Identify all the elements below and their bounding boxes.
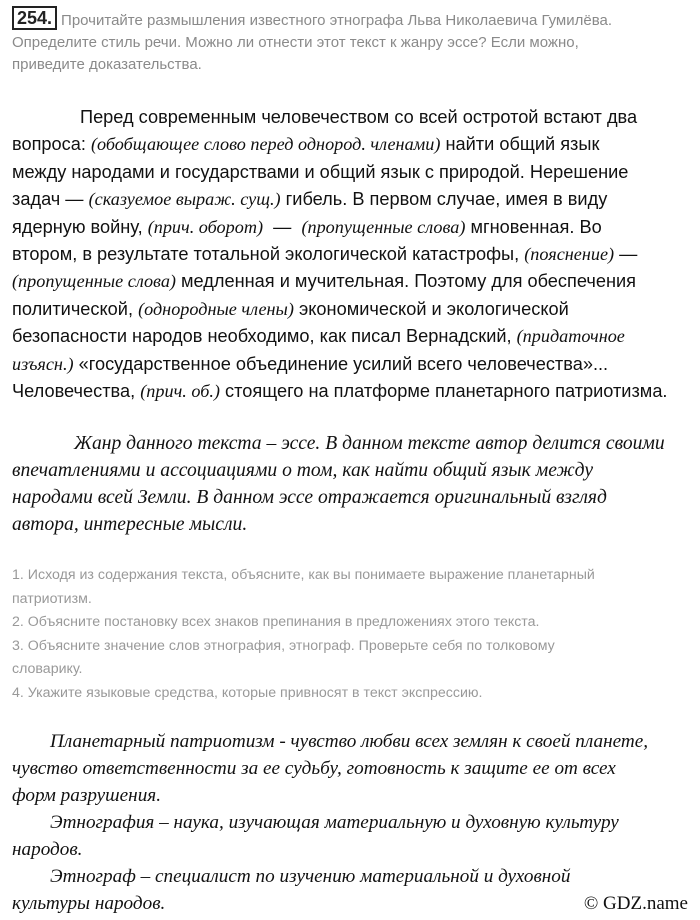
question-line: словарику. (12, 661, 83, 677)
grammar-note: (пояснение) (524, 244, 615, 265)
answer-line: Этнограф – специалист по изучению материальной и духовной (50, 866, 571, 887)
grammar-note: изъясн.) (12, 353, 74, 374)
question-line: патриотизм. (12, 590, 92, 607)
answer-line: Этнография – наука, изучающая материальную и духовную культуру (50, 812, 619, 833)
task-header (12, 6, 692, 76)
main-text-line: изъясн.) «государственное объединение усилий всего человечества»... (12, 353, 609, 374)
grammar-note: (прич. оборот) (147, 216, 264, 237)
main-text-line: задач — (сказуемое выраж. сущ.) гибель. В первом случае, имея в виду (12, 189, 608, 210)
grammar-note: (прич. об.) (140, 381, 220, 402)
main-text (12, 104, 692, 405)
questions-list (12, 564, 692, 705)
task-instruction-line: Прочитайте размышления известного этнографа Льва Николаевича Гумилёва. (61, 12, 613, 29)
main-text-line: (пропущенные слова) медленная и мучительная. Поэтому для обеспечения (12, 271, 637, 292)
main-text-line: Человечества, (прич. об.) стоящего на платформе планетарного патриотизма. (12, 381, 668, 402)
genre-line: впечатлениями и ассоциациями о том, как найти общий язык между (12, 460, 594, 481)
main-text-line: между народами и государствами и общий язык с природой. Нерешение (12, 161, 629, 182)
main-text-line: политической, (однородные члены) экономической и экологической (12, 298, 569, 319)
answer-line: чувство ответственности за ее судьбу, готовность к защите ее от всех (12, 758, 616, 779)
grammar-note: (придаточное (516, 326, 625, 347)
answer-line: форм разрушения. (12, 785, 162, 806)
question-line: 2. Объясните постановку всех знаков препинания в предложениях этого текста. (12, 614, 540, 630)
task-instruction-line: приведите доказательства. (12, 56, 202, 73)
grammar-note: (сказуемое выраж. сущ.) (88, 189, 281, 210)
genre-analysis (12, 430, 700, 538)
grammar-note: (обобщающее слово перед однород. членами) (90, 134, 441, 155)
genre-line: народами всей Земли. В данном эссе отражается оригинальный взгляд (12, 487, 607, 508)
task-instruction-line: Определите стиль речи. Можно ли отнести этот текст к жанру эссе? Если можно, (12, 34, 579, 51)
task-number: 254. (12, 6, 57, 30)
answer-line: культуры народов. (12, 893, 166, 914)
answers (12, 728, 700, 917)
main-text-line: вопроса: (обобщающее слово перед однород. членами) найти общий язык (12, 134, 600, 155)
genre-line: Жанр данного текста – эссе. В данном тексте автор делится своими (74, 433, 665, 454)
genre-line: автора, интересные мысли. (12, 514, 248, 535)
question-line: 3. Объясните значение слов этнография, этнограф. Проверьте себя по толковому (12, 637, 555, 654)
watermark: © GDZ.name (583, 893, 688, 914)
main-text-line: безопасности народов необходимо, как писал Вернадский, (придаточное (12, 326, 625, 347)
question-line: 1. Исходя из содержания текста, объясните, как вы понимаете выражение планетарный (12, 567, 595, 583)
answer-line: Планетарный патриотизм - чувство любви всех землян к своей планете, (50, 731, 649, 752)
main-text-line: Перед современным человечеством со всей остротой встают два (80, 107, 638, 127)
answer-line: народов. (12, 839, 83, 860)
main-text-line: ядерную войну, (прич. оборот) — (пропущенные слова) мгновенная. Во (12, 216, 602, 237)
grammar-note: (пропущенные слова) (12, 271, 176, 292)
question-line: 4. Укажите языковые средства, которые привносят в текст экспрессию. (12, 684, 483, 701)
grammar-note: (пропущенные слова) (301, 216, 466, 237)
grammar-note: (однородные члены) (138, 298, 294, 319)
main-text-line: втором, в результате тотальной экологической катастрофы, (пояснение) — (12, 244, 638, 265)
